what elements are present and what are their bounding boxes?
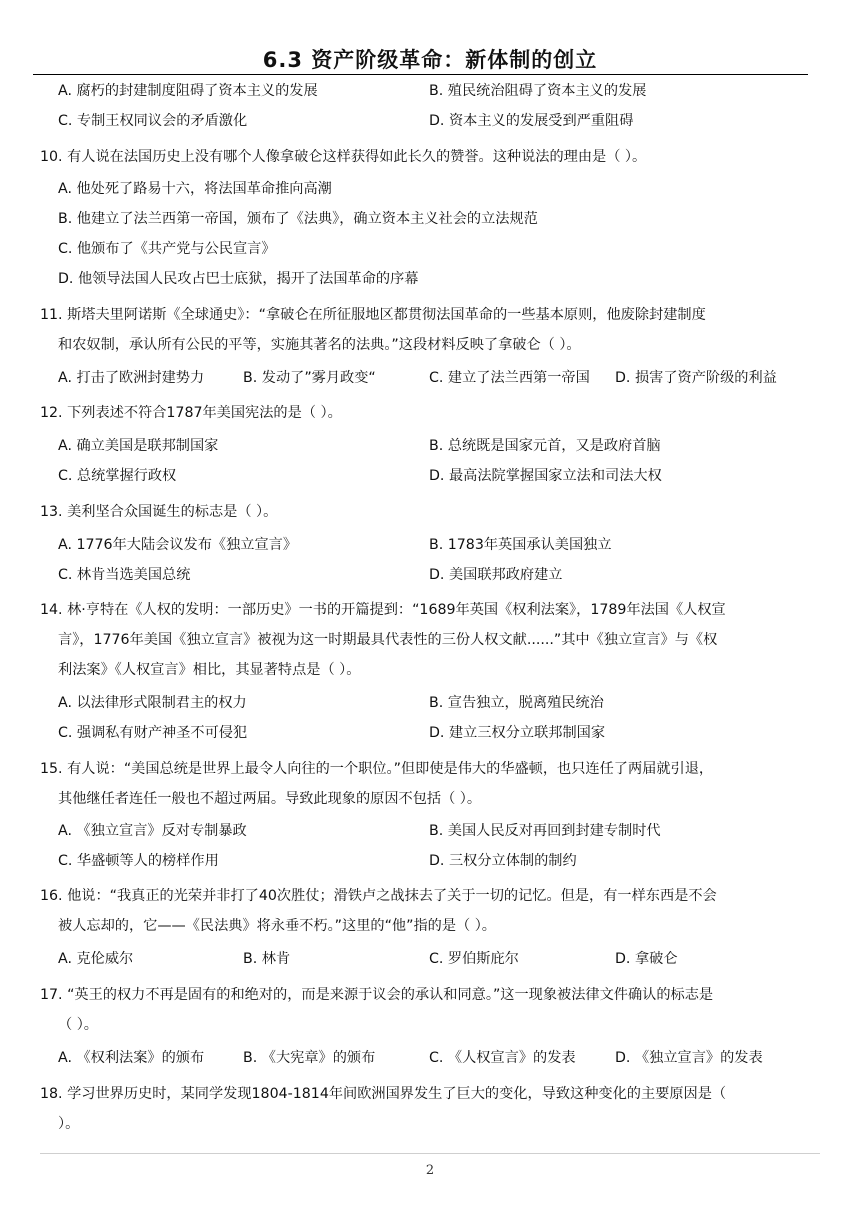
q12-option-b: B. 总统既是国家元首，又是政府首脑	[429, 438, 661, 454]
q17-option-b: B. 《大宪章》的颁布	[243, 1050, 376, 1066]
q9-option-c: C. 专制王权同议会的矛盾激化	[58, 113, 248, 129]
footer-divider	[40, 1153, 820, 1154]
q10-stem: 10. 有人说在法国历史上没有哪个人像拿破仑这样获得如此长久的赞誉。这种说法的理由是（ ）。	[40, 149, 647, 165]
q17-stem-line1: 17. “英王的权力不再是固有的和绝对的，而是来源于议会的承认和同意。”这一现象被法律文件确认的标志是	[40, 987, 714, 1003]
q11-option-a: A. 打击了欧洲封建势力	[58, 370, 205, 386]
q13-option-a: A. 1776年大陆会议发布《独立宣言》	[58, 537, 298, 553]
q14-option-d: D. 建立三权分立联邦制国家	[429, 725, 606, 741]
q13-stem: 13. 美利坚合众国诞生的标志是（ ）。	[40, 504, 278, 520]
q9-option-d: D. 资本主义的发展受到严重阻碍	[429, 113, 634, 129]
q16-option-c: C. 罗伯斯庇尔	[429, 951, 519, 967]
q15-option-d: D. 三权分立体制的制约	[429, 853, 577, 869]
q16-stem-line2: 被人忘却的，它——《民法典》将永垂不朽。”这里的“他”指的是（ ）。	[58, 918, 496, 934]
q17-option-d: D. 《独立宣言》的发表	[615, 1050, 763, 1066]
q11-stem-line2: 和农奴制，承认所有公民的平等，实施其著名的法典。”这段材料反映了拿破仑（ ）。	[58, 337, 581, 353]
q14-stem-line3: 利法案》《人权宣言》相比，其显著特点是（ ）。	[58, 662, 361, 678]
q18-stem-line1: 18. 学习世界历史时，某同学发现1804-1814年间欧洲国界发生了巨大的变化，导致这种变化的主要原因是（	[40, 1086, 727, 1102]
q16-stem-line1: 16. 他说：“我真正的光荣并非打了40次胜仗；滑铁卢之战抹去了关于一切的记忆。但是，有一样东西是不会	[40, 888, 717, 904]
q13-option-b: B. 1783年英国承认美国独立	[429, 537, 612, 553]
q13-option-c: C. 林肯当选美国总统	[58, 567, 191, 583]
q11-stem-line1: 11. 斯塔夫里阿诺斯《全球通史》：“拿破仑在所征服地区都贯彻法国革命的一些基本原则，他废除封建制度	[40, 307, 706, 323]
q17-stem-line2: （ ）。	[58, 1017, 98, 1033]
q11-option-b: B. 发动了”雾月政变“	[243, 370, 376, 386]
q14-stem-line1: 14. 林·亨特在《人权的发明：一部历史》一书的开篇提到：“1689年英国《权利法案》，1789年法国《人权宣	[40, 602, 726, 618]
q12-option-c: C. 总统掌握行政权	[58, 468, 177, 484]
q14-stem-line2: 言》，1776年美国《独立宣言》被视为这一时期最具代表性的三份人权文献......”其中《独立宣言》与《权	[58, 632, 718, 648]
q12-option-a: A. 确立美国是联邦制国家	[58, 438, 219, 454]
title-divider	[33, 74, 808, 75]
q14-option-c: C. 强调私有财产神圣不可侵犯	[58, 725, 248, 741]
q12-stem: 12. 下列表述不符合1787年美国宪法的是（ ）。	[40, 405, 342, 421]
q10-option-c: C. 他颁布了《共产党与公民宣言》	[58, 241, 276, 257]
q17-option-c: C. 《人权宣言》的发表	[429, 1050, 576, 1066]
q16-option-a: A. 克伦威尔	[58, 951, 134, 967]
q10-option-a: A. 他处死了路易十六，将法国革命推向高潮	[58, 181, 332, 197]
q15-option-b: B. 美国人民反对再回到封建专制时代	[429, 823, 661, 839]
q18-stem-line2: ）。	[58, 1116, 80, 1132]
q15-option-a: A. 《独立宣言》反对专制暴政	[58, 823, 247, 839]
q17-option-a: A. 《权利法案》的颁布	[58, 1050, 205, 1066]
q15-option-c: C. 华盛顿等人的榜样作用	[58, 853, 219, 869]
q15-stem-line1: 15. 有人说：“美国总统是世界上最令人向往的一个职位。”但即使是伟大的华盛顿，也只连任了两届就引退，	[40, 761, 714, 777]
q13-option-d: D. 美国联邦政府建立	[429, 567, 563, 583]
q14-option-a: A. 以法律形式限制君主的权力	[58, 695, 247, 711]
q10-option-b: B. 他建立了法兰西第一帝国，颁布了《法典》，确立资本主义社会的立法规范	[58, 211, 538, 227]
q10-option-d: D. 他领导法国人民攻占巴士底狱，揭开了法国革命的序幕	[58, 271, 419, 287]
q9-option-a: A. 腐朽的封建制度阻碍了资本主义的发展	[58, 83, 318, 99]
q16-option-b: B. 林肯	[243, 951, 291, 967]
q15-stem-line2: 其他继任者连任一般也不超过两届。导致此现象的原因不包括（ ）。	[58, 791, 482, 807]
q9-option-b: B. 殖民统治阻碍了资本主义的发展	[429, 83, 647, 99]
q12-option-d: D. 最高法院掌握国家立法和司法大权	[429, 468, 662, 484]
q16-option-d: D. 拿破仑	[615, 951, 678, 967]
page-title: 6.3 资产阶级革命：新体制的创立	[262, 48, 598, 72]
q14-option-b: B. 宣告独立，脱离殖民统治	[429, 695, 604, 711]
page-number: 2	[425, 1163, 435, 1178]
q11-option-c: C. 建立了法兰西第一帝国	[429, 370, 590, 386]
q11-option-d: D. 损害了资产阶级的利益	[615, 370, 777, 386]
